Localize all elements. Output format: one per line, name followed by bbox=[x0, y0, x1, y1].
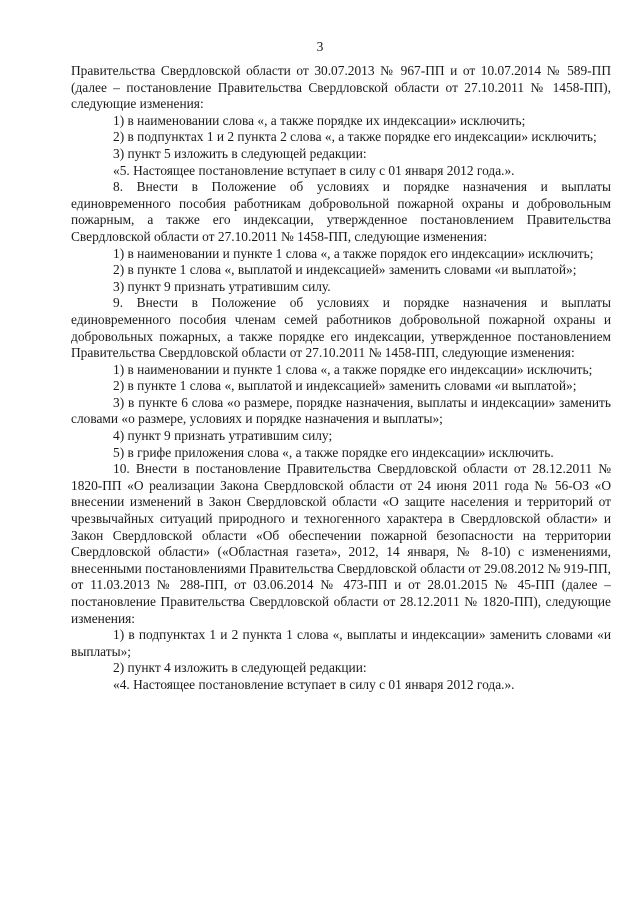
paragraph-continuation: Правительства Свердловской области от 30.07.2013 № 967-ПП и от 10.07.2014 № 589-ПП (далее – постановление Правительства Свердловской области от 27.10.2011 № 1458-ПП), следующие изменения: bbox=[71, 63, 611, 112]
paragraph-item-10: 10. Внести в постановление Правительства Свердловской области от 28.12.2011 № 1820-ПП «О реализации Закона Свердловской области от 24 июня 2011 года № 56-ОЗ «О внесении изменений в Закон Свердловской области «О защите населения и территорий от чрезвычайных ситуаций природного и техногенного характера в Свердловской области» и Закон Свердловской области «Об обеспечении пожарной безопасности на территории Свердловской области» («Областная газета», 2012, 14 января, № 8-10) с изменениями, внесенными постановлениями Правительства Свердловской области от 29.08.2012 № 919-ПП, от 11.03.2013 № 288-ПП, от 03.06.2014 № 473-ПП и от 28.01.2015 № 45-ПП (далее – постановление Правительства Свердловской области от 28.12.2011 № 1820-ПП), следующие изменения: bbox=[71, 461, 611, 626]
paragraph: 2) в пункте 1 слова «, выплатой и индексацией» заменить словами «и выплатой»; bbox=[113, 378, 577, 394]
paragraph: 2) пункт 4 изложить в следующей редакции: bbox=[113, 660, 367, 676]
page-number: 3 bbox=[316, 39, 324, 54]
document-body bbox=[71, 63, 611, 694]
paragraph: 3) в пункте 6 слова «о размере, порядке назначения, выплаты и индексации» заменить словами «о размере, условиях и порядке назначения и выплаты»; bbox=[71, 394, 611, 427]
paragraph-item-9: 9. Внести в Положение об условиях и порядке назначения и выплаты единовременного пособия членам семей работников добровольной пожарной охраны и добровольных пожарных, а также порядке его индексации, утвержденное постановлением Правительства Свердловской области от 27.10.2011 № 1458-ПП, следующие изменения: bbox=[71, 295, 611, 361]
paragraph: 4) пункт 9 признать утратившим силу; bbox=[113, 428, 333, 444]
paragraph: 3) пункт 5 изложить в следующей редакции: bbox=[113, 145, 367, 161]
paragraph: 1) в подпунктах 1 и 2 пункта 1 слова «, выплаты и индексации» заменить словами «и выплаты»; bbox=[71, 627, 611, 659]
paragraph: 1) в наименовании слова «, а также порядке их индексации» исключить; bbox=[113, 112, 526, 128]
paragraph: 3) пункт 9 признать утратившим силу. bbox=[113, 278, 331, 294]
paragraph: 5) в грифе приложения слова «, а также порядке его индексации» исключить. bbox=[113, 444, 554, 460]
paragraph: 2) в подпунктах 1 и 2 пункта 2 слова «, а также порядке его индексации» исключить; bbox=[113, 129, 597, 145]
paragraph-quote: «5. Настоящее постановление вступает в силу с 01 января 2012 года.». bbox=[113, 162, 515, 178]
paragraph: 1) в наименовании и пункте 1 слова «, а также порядке его индексации» исключить; bbox=[113, 361, 593, 377]
paragraph: 1) в наименовании и пункте 1 слова «, а также порядок его индексации» исключить; bbox=[113, 245, 594, 261]
paragraph-quote: «4. Настоящее постановление вступает в силу с 01 января 2012 года.». bbox=[113, 676, 515, 692]
paragraph-item-8: 8. Внести в Положение об условиях и порядке назначения и выплаты единовременного пособия работникам добровольной пожарной охраны и добровольным пожарным, а также его индексации, утвержденное постановлением Правительства Свердловской области от 27.10.2011 № 1458-ПП, следующие изменения: bbox=[71, 179, 611, 244]
paragraph: 2) в пункте 1 слова «, выплатой и индексацией» заменить словами «и выплатой»; bbox=[113, 262, 577, 278]
